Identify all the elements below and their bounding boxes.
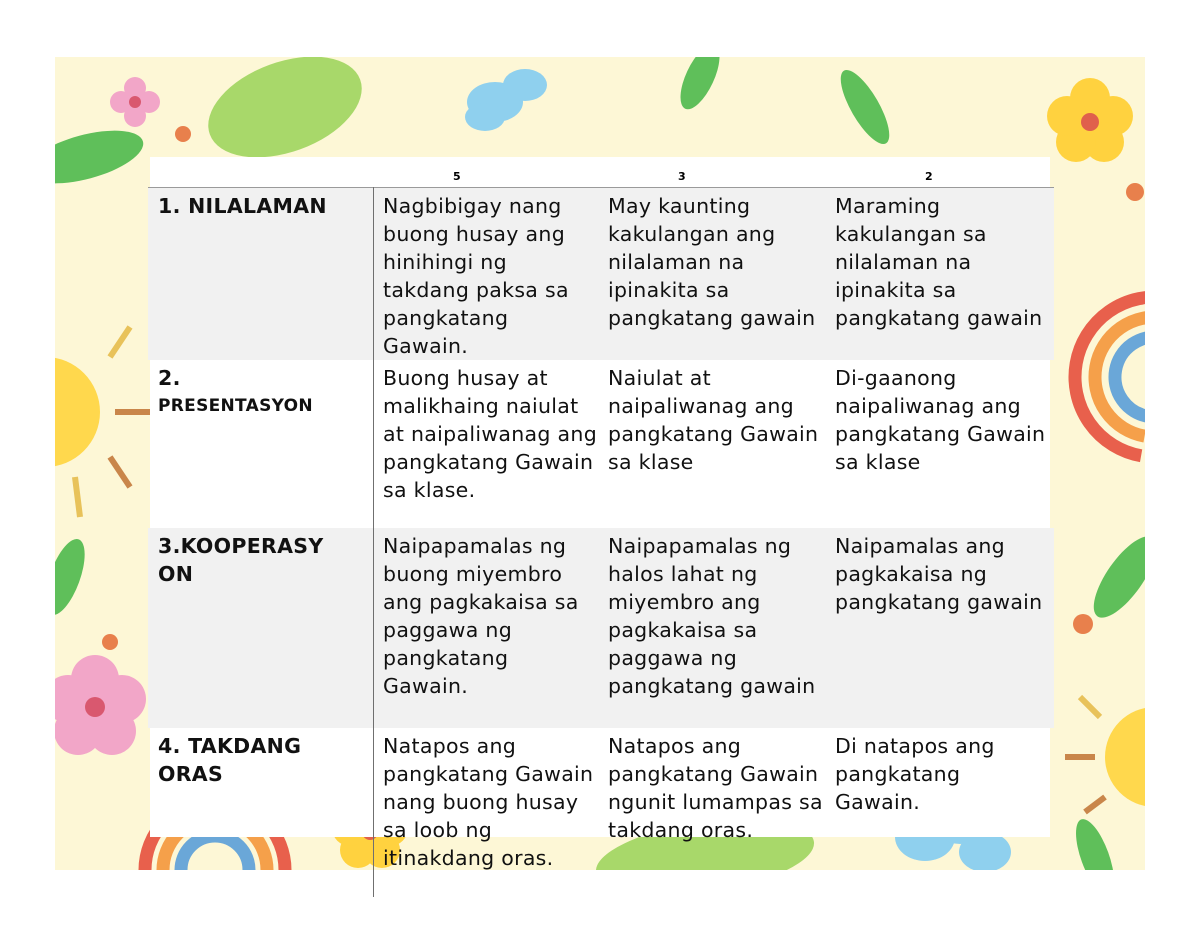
cloud-icon (465, 69, 547, 131)
column-divider (373, 187, 374, 897)
cell-score-3: Naipapamalas ng halos lahat ng miyembro ang pagkakaisa sa paggawa ng pangkatang gawain (608, 534, 816, 698)
header-score-2: 2 (925, 170, 933, 183)
table-row (148, 188, 1054, 360)
cell-score-5: Nagbibigay nang buong husay ang hinihingi ng takdang paksa sa pangkatang Gawain. (383, 194, 569, 358)
header-score-3: 3 (678, 170, 686, 183)
pink-flower-icon (110, 77, 160, 127)
leaf-icon (673, 57, 728, 115)
cell-score-5: Natapos ang pangkatang Gawain nang buong husay sa loob ng itinakdang oras. (383, 734, 594, 870)
cell-score-3: May kaunting kakulangan ang nilalaman na ipinakita sa pangkatang gawain (608, 194, 816, 330)
criterion-label: 4. TAKDANG ORAS (158, 734, 302, 786)
table-row (148, 728, 1054, 898)
sun-icon (1065, 697, 1145, 812)
cell-score-3: Natapos ang pangkatang Gawain ngunit lumampas sa takdang oras. (608, 734, 823, 842)
leaf-icon (1083, 527, 1145, 626)
criterion-label-text: PRESENTASYON (158, 396, 313, 416)
cell-score-2: Maraming kakulangan sa nilalaman na ipinakita sa pangkatang gawain (835, 194, 1043, 330)
sun-icon (55, 327, 155, 517)
yellow-flower-icon (1047, 78, 1133, 162)
orange-dot-icon (175, 126, 191, 142)
pink-flower-icon (55, 655, 146, 755)
cell-score-3: Naiulat at naipaliwanag ang pangkatang Gawain sa klase (608, 366, 819, 474)
criterion-label (158, 364, 363, 420)
cell-score-2: Di natapos ang pangkatang Gawain. (835, 734, 995, 814)
header-score-5: 5 (453, 170, 461, 183)
leaf-icon (55, 534, 93, 619)
leaf-icon (832, 64, 898, 151)
criterion-label-line2: ON (158, 562, 194, 586)
table-row (148, 360, 1054, 528)
cell-score-5: Naipapamalas ng buong miyembro ang pagkakaisa sa paggawa ng pangkatang Gawain. (383, 534, 579, 698)
cell-score-2: Naipamalas ang pagkakaisa ng pangkatang gawain (835, 534, 1043, 614)
cell-score-5: Buong husay at malikhaing naiulat at naipaliwanag ang pangkatang Gawain sa klase. (383, 366, 598, 502)
criterion-label (158, 532, 363, 588)
cell-score-2: Di-gaanong naipaliwanag ang pangkatang Gawain sa klase (835, 366, 1046, 474)
orange-dot-icon (1073, 614, 1093, 634)
leaf-icon (1068, 815, 1122, 870)
criterion-label-number: 2. (158, 366, 181, 390)
rainbow-icon (1062, 284, 1145, 455)
orange-dot-icon (1126, 183, 1144, 201)
criterion-label: 1. NILALAMAN (158, 194, 327, 218)
orange-dot-icon (102, 634, 118, 650)
table-row (148, 528, 1054, 728)
criterion-label-line1: 3.KOOPERASY (158, 534, 324, 558)
leaf-icon (55, 120, 149, 194)
